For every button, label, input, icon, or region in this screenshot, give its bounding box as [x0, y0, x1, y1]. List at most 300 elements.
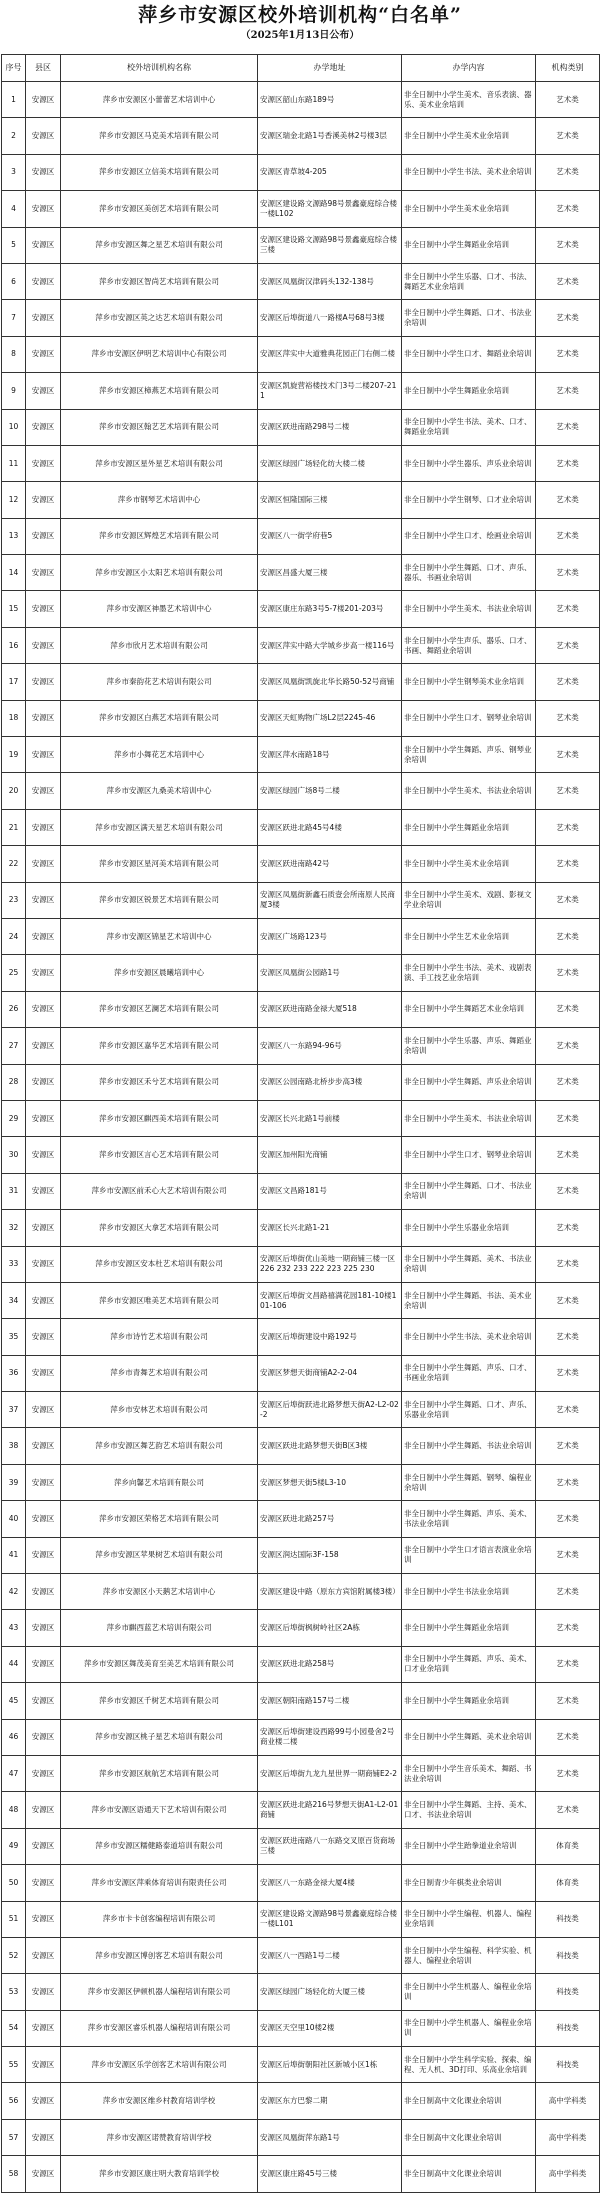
table-row: [2, 1137, 600, 1173]
cell-address: 安源区绿园广场轻化纺大厦三楼: [258, 1974, 402, 2010]
cell-index: 55: [2, 2047, 26, 2083]
cell-category: 艺术类: [536, 445, 600, 481]
table-row: [2, 1173, 600, 1209]
cell-name: 萍乡市安源区翰艺艺术培训有限公司: [61, 409, 258, 445]
table-row: [2, 2047, 600, 2083]
table-row: [2, 882, 600, 918]
whitelist-table: [1, 54, 600, 2193]
cell-content: 非全日制青少年棋类业余培训: [402, 1865, 536, 1901]
cell-category: 艺术类: [536, 191, 600, 227]
cell-name: 萍乡市安林艺术培训有限公司: [61, 1392, 258, 1428]
cell-category: 艺术类: [536, 1282, 600, 1318]
cell-name: 萍乡市安源区维乡村教育培训学校: [61, 2083, 258, 2119]
cell-content: 非全日制中小学生美术业余培训: [402, 846, 536, 882]
cell-address: 安源区后埠街枫树岭社区2A栋: [258, 1610, 402, 1646]
cell-district: 安源区: [26, 2083, 61, 2119]
cell-index: 28: [2, 1064, 26, 1100]
cell-index: 49: [2, 1828, 26, 1864]
cell-address: 安源区萍实中路大学城乡步高一楼116号: [258, 627, 402, 663]
cell-district: 安源区: [26, 2047, 61, 2083]
cell-index: 29: [2, 1100, 26, 1136]
cell-content: 非全日制中小学生舞蹈、书法业余培训: [402, 1428, 536, 1464]
cell-index: 14: [2, 555, 26, 591]
cell-content: 非全日制中小学生舞蹈、声乐、口才、书画业余培训: [402, 1355, 536, 1391]
cell-address: 安源区瑞金北路1号香溪美林2号楼3层: [258, 118, 402, 154]
cell-name: 萍乡市安源区辉煌艺术培训有限公司: [61, 518, 258, 554]
cell-address: 安源区东方巴黎二期: [258, 2083, 402, 2119]
table-row: [2, 1574, 600, 1610]
cell-district: 安源区: [26, 1428, 61, 1464]
cell-address: 安源区凤凰街凯旋北华长路50-52号商铺: [258, 664, 402, 700]
cell-district: 安源区: [26, 482, 61, 518]
cell-address: 安源区八一东路金禄大厦4楼: [258, 1865, 402, 1901]
cell-district: 安源区: [26, 1792, 61, 1828]
cell-category: 艺术类: [536, 1173, 600, 1209]
table-row: [2, 1028, 600, 1064]
cell-index: 33: [2, 1246, 26, 1282]
table-row: [2, 2119, 600, 2155]
cell-district: 安源区: [26, 1137, 61, 1173]
table-row: [2, 300, 600, 336]
cell-content: 非全日制中小学生口才、绘画业余培训: [402, 518, 536, 554]
cell-category: 艺术类: [536, 409, 600, 445]
cell-district: 安源区: [26, 1355, 61, 1391]
cell-district: 安源区: [26, 154, 61, 190]
cell-address: 安源区跃进北路257号: [258, 1501, 402, 1537]
cell-name: 萍乡市安源区舞之星艺术培训有限公司: [61, 227, 258, 263]
table-row: [2, 1064, 600, 1100]
cell-index: 9: [2, 373, 26, 409]
cell-district: 安源区: [26, 2119, 61, 2155]
cell-content: 非全日制中小学生舞蹈、声乐、美术、口才业余培训: [402, 1646, 536, 1682]
cell-content: 非全日制中小学生舞蹈、声乐、钢琴业余培训: [402, 737, 536, 773]
table-row: [2, 1355, 600, 1391]
cell-address: 安源区八一西路1号二楼: [258, 1937, 402, 1973]
cell-index: 56: [2, 2083, 26, 2119]
cell-address: 安源区韶山东路189号: [258, 82, 402, 118]
table-row: [2, 664, 600, 700]
cell-index: 52: [2, 1937, 26, 1973]
table-row: [2, 955, 600, 991]
cell-district: 安源区: [26, 918, 61, 954]
table-row: [2, 1974, 600, 2010]
cell-name: 萍乡市安源区艺澜艺术培训有限公司: [61, 991, 258, 1027]
cell-name: 萍乡市麒西蓝艺术培训有限公司: [61, 1610, 258, 1646]
cell-address: 安源区梦想天街5楼L3-10: [258, 1464, 402, 1500]
cell-index: 43: [2, 1610, 26, 1646]
cell-category: 艺术类: [536, 1537, 600, 1573]
cell-index: 47: [2, 1755, 26, 1791]
cell-content: 非全日制中小学生口才、钢琴业余培训: [402, 1137, 536, 1173]
table-row: [2, 1683, 600, 1719]
cell-district: 安源区: [26, 1719, 61, 1755]
cell-name: 萍乡市安源区美创艺术培训有限公司: [61, 191, 258, 227]
cell-index: 26: [2, 991, 26, 1027]
cell-district: 安源区: [26, 1100, 61, 1136]
cell-category: 艺术类: [536, 846, 600, 882]
cell-name: 萍乡市安源区星河美术培训有限公司: [61, 846, 258, 882]
cell-content: 非全日制中小学生艺术业余培训: [402, 918, 536, 954]
cell-content: 非全日制中小学生舞蹈、口才、书法业余培训: [402, 300, 536, 336]
cell-name: 萍乡市安源区言心艺术培训有限公司: [61, 1137, 258, 1173]
cell-address: 安源区润达国际3F-158: [258, 1537, 402, 1573]
cell-content: 非全日制中小学生美术、戏剧、影视文学业余培训: [402, 882, 536, 918]
table-row: [2, 1755, 600, 1791]
cell-index: 3: [2, 154, 26, 190]
cell-name: 萍乡市安源区荣格艺术培训有限公司: [61, 1501, 258, 1537]
cell-name: 萍乡市安源区伊顿机器人编程培训有限公司: [61, 1974, 258, 2010]
cell-content: 非全日制中小学生声乐、器乐、口才、书画、舞蹈业余培训: [402, 627, 536, 663]
cell-category: 艺术类: [536, 1355, 600, 1391]
cell-content: 非全日制中小学生编程、科学实验、机器人、编程业余培训: [402, 1937, 536, 1973]
cell-address: 安源区绿园广场8号二楼: [258, 773, 402, 809]
cell-district: 安源区: [26, 846, 61, 882]
cell-name: 萍乡市安源区康庄明大教育培训学校: [61, 2156, 258, 2192]
cell-name: 萍乡市安源区伊明艺术培训中心有限公司: [61, 336, 258, 372]
cell-name: 萍乡市安源区星外星艺术培训有限公司: [61, 445, 258, 481]
cell-address: 安源区后埠街优山美地一期商铺三楼一区226 232 233 222 223 225 230: [258, 1246, 402, 1282]
cell-index: 53: [2, 1974, 26, 2010]
cell-address: 安源区恒隆国际三楼: [258, 482, 402, 518]
cell-category: 艺术类: [536, 1392, 600, 1428]
cell-content: 非全日制中小学生书法业余培训: [402, 1574, 536, 1610]
table-row: [2, 82, 600, 118]
cell-index: 40: [2, 1501, 26, 1537]
table-row: [2, 118, 600, 154]
cell-district: 安源区: [26, 1501, 61, 1537]
table-row: [2, 1646, 600, 1682]
cell-category: 艺术类: [536, 1464, 600, 1500]
cell-content: 非全日制中小学生舞蹈、美术业余培训: [402, 1719, 536, 1755]
table-row: [2, 809, 600, 845]
cell-content: 非全日制中小学生舞蹈业余培训: [402, 227, 536, 263]
cell-content: 非全日制中小学生舞蹈艺术业余培训: [402, 991, 536, 1027]
cell-name: 萍乡市安源区诺赞教育培训学校: [61, 2119, 258, 2155]
page-title: 萍乡市安源区校外培训机构“白名单”: [138, 4, 462, 26]
cell-name: 萍乡市安源区嘉华艺术培训有限公司: [61, 1028, 258, 1064]
cell-index: 54: [2, 2010, 26, 2046]
cell-index: 12: [2, 482, 26, 518]
table-row: [2, 482, 600, 518]
cell-content: 非全日制中小学生美术、书法业余培训: [402, 1100, 536, 1136]
cell-district: 安源区: [26, 1537, 61, 1573]
table-row: [2, 555, 600, 591]
column-header-content: 办学内容: [402, 55, 536, 82]
cell-index: 4: [2, 191, 26, 227]
cell-content: 非全日制高中文化课业余培训: [402, 2083, 536, 2119]
cell-category: 高中学科类: [536, 2119, 600, 2155]
cell-category: 体育类: [536, 1828, 600, 1864]
cell-index: 44: [2, 1646, 26, 1682]
cell-address: 安源区凤凰街萍东路1号: [258, 2119, 402, 2155]
cell-category: 艺术类: [536, 373, 600, 409]
table-row: [2, 1719, 600, 1755]
cell-name: 萍乡市诗竹艺术培训有限公司: [61, 1319, 258, 1355]
cell-index: 17: [2, 664, 26, 700]
cell-name: 萍乡市安源区禾兮艺术培训有限公司: [61, 1064, 258, 1100]
table-row: [2, 336, 600, 372]
cell-index: 18: [2, 700, 26, 736]
cell-category: 艺术类: [536, 1574, 600, 1610]
cell-content: 非全日制中小学生舞蹈业余培训: [402, 1610, 536, 1646]
cell-index: 31: [2, 1173, 26, 1209]
cell-address: 安源区八一东路94-96号: [258, 1028, 402, 1064]
cell-name: 萍乡市安源区糯健路泰道培训有限公司: [61, 1828, 258, 1864]
cell-index: 6: [2, 263, 26, 299]
cell-address: 安源区朝阳南路157号二楼: [258, 1683, 402, 1719]
cell-index: 36: [2, 1355, 26, 1391]
cell-district: 安源区: [26, 809, 61, 845]
cell-district: 安源区: [26, 1974, 61, 2010]
table-row: [2, 1392, 600, 1428]
cell-category: 科技类: [536, 2047, 600, 2083]
cell-address: 安源区昌盛大厦三楼: [258, 555, 402, 591]
cell-category: 艺术类: [536, 482, 600, 518]
cell-address: 安源区后埠街道八一路楼A号68号3楼: [258, 300, 402, 336]
cell-category: 艺术类: [536, 991, 600, 1027]
table-row: [2, 918, 600, 954]
cell-category: 艺术类: [536, 700, 600, 736]
table-row: [2, 409, 600, 445]
cell-name: 萍乡市安源区千树艺术培训有限公司: [61, 1683, 258, 1719]
cell-content: 非全日制中小学生舞蹈、钢琴、编程业余培训: [402, 1464, 536, 1500]
cell-district: 安源区: [26, 2010, 61, 2046]
table-row: [2, 1210, 600, 1246]
cell-content: 非全日制中小学生书法、美术、口才、舞蹈业余培训: [402, 409, 536, 445]
cell-category: 艺术类: [536, 1100, 600, 1136]
cell-category: 艺术类: [536, 336, 600, 372]
cell-index: 34: [2, 1282, 26, 1318]
cell-content: 非全日制中小学生书法、美术、戏剧表演、手工技艺业余培训: [402, 955, 536, 991]
cell-address: 安源区梦想天街商铺A2-2-04: [258, 1355, 402, 1391]
cell-name: 萍乡市安源区智尚艺术培训有限公司: [61, 263, 258, 299]
table-row: [2, 991, 600, 1027]
cell-district: 安源区: [26, 445, 61, 481]
cell-name: 萍乡市安源区安本杜艺术培训有限公司: [61, 1246, 258, 1282]
cell-district: 安源区: [26, 555, 61, 591]
cell-address: 安源区建设路文源路98号景鑫豪庭综合楼三楼: [258, 227, 402, 263]
table-row: [2, 627, 600, 663]
cell-category: 艺术类: [536, 1137, 600, 1173]
cell-address: 安源区后埠街建设中路192号: [258, 1319, 402, 1355]
table-row: [2, 2010, 600, 2046]
table-row: [2, 1610, 600, 1646]
cell-content: 非全日制中小学生音乐美术、舞蹈、书法业余培训: [402, 1755, 536, 1791]
cell-name: 萍乡市卡卡创客编程培训有限公司: [61, 1901, 258, 1937]
table-row: [2, 1100, 600, 1136]
table-row: [2, 1865, 600, 1901]
cell-content: 非全日制中小学生舞蹈、书法、美术业余培训: [402, 1282, 536, 1318]
table-row: [2, 227, 600, 263]
cell-category: 高中学科类: [536, 2156, 600, 2192]
cell-address: 安源区长兴北路1号前楼: [258, 1100, 402, 1136]
cell-name: 萍乡市安源区神墨艺术培训中心: [61, 591, 258, 627]
cell-address: 安源区跃进南路42号: [258, 846, 402, 882]
cell-district: 安源区: [26, 1937, 61, 1973]
column-header-name: 校外培训机构名称: [61, 55, 258, 82]
table-row: [2, 700, 600, 736]
cell-address: 安源区凤凰街汉津码头132-138号: [258, 263, 402, 299]
cell-address: 安源区公园南路北桥步步高3楼: [258, 1064, 402, 1100]
cell-address: 安源区后埠街建设西路99号小园曼舍2号商业楼二楼: [258, 1719, 402, 1755]
cell-content: 非全日制中小学生舞蹈业余培训: [402, 1683, 536, 1719]
table-row: [2, 373, 600, 409]
cell-name: 萍乡市安源区博创客艺术培训有限公司: [61, 1937, 258, 1973]
cell-content: 非全日制中小学生机器人、编程业余培训: [402, 2010, 536, 2046]
cell-district: 安源区: [26, 882, 61, 918]
cell-name: 萍乡市安源区九桑美术培训中心: [61, 773, 258, 809]
cell-category: 艺术类: [536, 1246, 600, 1282]
cell-address: 安源区天虹购物广场L2层2245-46: [258, 700, 402, 736]
cell-address: 安源区跃进南路298号二楼: [258, 409, 402, 445]
cell-content: 非全日制中小学生乐器、口才、书法、舞蹈艺术业余培训: [402, 263, 536, 299]
cell-name: 萍乡市安源区小蕾蕾艺术培训中心: [61, 82, 258, 118]
cell-name: 萍乡市安源区麒西美术培训有限公司: [61, 1100, 258, 1136]
cell-category: 艺术类: [536, 300, 600, 336]
cell-district: 安源区: [26, 336, 61, 372]
cell-name: 萍乡市青舞艺术培训有限公司: [61, 1355, 258, 1391]
cell-district: 安源区: [26, 1646, 61, 1682]
cell-district: 安源区: [26, 300, 61, 336]
cell-name: 萍乡市安源区晨曦培训中心: [61, 955, 258, 991]
cell-district: 安源区: [26, 627, 61, 663]
cell-index: 41: [2, 1537, 26, 1573]
cell-index: 19: [2, 737, 26, 773]
cell-index: 22: [2, 846, 26, 882]
cell-content: 非全日制中小学生口才语言表演业余培训: [402, 1537, 536, 1573]
cell-category: 艺术类: [536, 518, 600, 554]
table-body: [2, 82, 600, 2193]
cell-address: 安源区建设路文源路98号景鑫豪庭综合楼一楼L101: [258, 1901, 402, 1937]
cell-name: 萍乡市安源区桃子星艺术培训有限公司: [61, 1719, 258, 1755]
cell-content: 非全日制中小学生乐器业余培训: [402, 1210, 536, 1246]
cell-content: 非全日制中小学生钢琴美术业余培训: [402, 664, 536, 700]
cell-address: 安源区广场路123号: [258, 918, 402, 954]
table-row: [2, 518, 600, 554]
cell-category: 科技类: [536, 2010, 600, 2046]
cell-content: 非全日制中小学生书法、美术业余培训: [402, 1319, 536, 1355]
cell-content: 非全日制中小学生舞蹈、口才、声乐、器乐、书画业余培训: [402, 555, 536, 591]
cell-address: 安源区康庄路45号三楼: [258, 2156, 402, 2192]
cell-category: 艺术类: [536, 263, 600, 299]
cell-index: 16: [2, 627, 26, 663]
cell-address: 安源区后埠街跃进北路梦想天街A2-L2-02-2: [258, 1392, 402, 1428]
cell-content: 非全日制中小学生舞蹈、口才、声乐、乐器业余培训: [402, 1392, 536, 1428]
cell-index: 46: [2, 1719, 26, 1755]
table-row: [2, 1901, 600, 1937]
cell-index: 5: [2, 227, 26, 263]
cell-district: 安源区: [26, 227, 61, 263]
cell-name: 萍乡市秦韵花艺术培训有限公司: [61, 664, 258, 700]
cell-index: 27: [2, 1028, 26, 1064]
cell-name: 萍乡市安源区舞艺韵艺术培训有限公司: [61, 1428, 258, 1464]
cell-address: 安源区青草坡4-205: [258, 154, 402, 190]
cell-name: 萍乡市安源区航航艺术培训有限公司: [61, 1755, 258, 1791]
cell-index: 57: [2, 2119, 26, 2155]
cell-district: 安源区: [26, 1755, 61, 1791]
table-row: [2, 1828, 600, 1864]
cell-district: 安源区: [26, 2156, 61, 2192]
cell-name: 萍乡市安源区语通天下艺术培训有限公司: [61, 1792, 258, 1828]
cell-index: 8: [2, 336, 26, 372]
cell-address: 安源区跃进北路梦想天街B区3楼: [258, 1428, 402, 1464]
cell-content: 非全日制中小学生美术业余培训: [402, 191, 536, 227]
cell-name: 萍乡市安源区立信美术培训有限公司: [61, 154, 258, 190]
cell-index: 48: [2, 1792, 26, 1828]
cell-category: 艺术类: [536, 1210, 600, 1246]
cell-category: 艺术类: [536, 773, 600, 809]
cell-index: 10: [2, 409, 26, 445]
cell-district: 安源区: [26, 1574, 61, 1610]
cell-content: 非全日制中小学生舞蹈业余培训: [402, 373, 536, 409]
table-row: [2, 2156, 600, 2192]
cell-content: 非全日制中小学生美术、书法业余培训: [402, 773, 536, 809]
cell-address: 安源区后埠街九龙九星世界一期商铺E2-2: [258, 1755, 402, 1791]
cell-category: 艺术类: [536, 809, 600, 845]
cell-district: 安源区: [26, 1610, 61, 1646]
cell-index: 20: [2, 773, 26, 809]
cell-name: 萍乡市安源区乐学创客艺术培训有限公司: [61, 2047, 258, 2083]
cell-category: 科技类: [536, 1974, 600, 2010]
cell-address: 安源区加州阳光商铺: [258, 1137, 402, 1173]
cell-district: 安源区: [26, 1464, 61, 1500]
cell-category: 艺术类: [536, 1646, 600, 1682]
cell-address: 安源区天空里10楼2楼: [258, 2010, 402, 2046]
cell-index: 23: [2, 882, 26, 918]
cell-name: 萍乡市安源区苹果树艺术培训有限公司: [61, 1537, 258, 1573]
cell-category: 艺术类: [536, 82, 600, 118]
cell-address: 安源区绿园广场轻化纺大楼二楼: [258, 445, 402, 481]
cell-address: 安源区长兴北路1-21: [258, 1210, 402, 1246]
table-row: [2, 1937, 600, 1973]
cell-category: 艺术类: [536, 591, 600, 627]
cell-category: 艺术类: [536, 118, 600, 154]
table-row: [2, 191, 600, 227]
cell-content: 非全日制中小学生舞蹈、声乐业余培训: [402, 1064, 536, 1100]
cell-content: 非全日制中小学生舞蹈、主持、美术、口才、书法业余培训: [402, 1792, 536, 1828]
cell-category: 艺术类: [536, 955, 600, 991]
table-row: [2, 1501, 600, 1537]
cell-name: 萍乡市安源区锦星艺术培训中心: [61, 918, 258, 954]
cell-content: 非全日制中小学生舞蹈、美术、书法业余培训: [402, 1246, 536, 1282]
table-row: [2, 1282, 600, 1318]
cell-name: 萍乡市安源区萍乘体育培训有限责任公司: [61, 1865, 258, 1901]
table-row: [2, 1246, 600, 1282]
cell-category: 艺术类: [536, 1501, 600, 1537]
cell-address: 安源区凤凰街新鑫石质壹会所南原人民商厦3楼: [258, 882, 402, 918]
cell-name: 萍乡市安源区前禾心大艺术培训有限公司: [61, 1173, 258, 1209]
cell-content: 非全日制中小学生书法、美术业余培训: [402, 154, 536, 190]
cell-district: 安源区: [26, 118, 61, 154]
cell-address: 安源区文昌路181号: [258, 1173, 402, 1209]
cell-district: 安源区: [26, 700, 61, 736]
cell-district: 安源区: [26, 1282, 61, 1318]
table-row: [2, 846, 600, 882]
cell-category: 艺术类: [536, 154, 600, 190]
cell-address: 安源区跃进北路45号4楼: [258, 809, 402, 845]
cell-name: 萍乡市安源区大拿艺术培训有限公司: [61, 1210, 258, 1246]
cell-index: 13: [2, 518, 26, 554]
cell-name: 萍乡市安源区樟燕艺术培训有限公司: [61, 373, 258, 409]
cell-district: 安源区: [26, 1901, 61, 1937]
cell-content: 非全日制中小学生舞蹈业余培训: [402, 809, 536, 845]
cell-category: 科技类: [536, 1901, 600, 1937]
cell-district: 安源区: [26, 1683, 61, 1719]
cell-index: 24: [2, 918, 26, 954]
cell-district: 安源区: [26, 1210, 61, 1246]
cell-district: 安源区: [26, 1828, 61, 1864]
cell-index: 11: [2, 445, 26, 481]
